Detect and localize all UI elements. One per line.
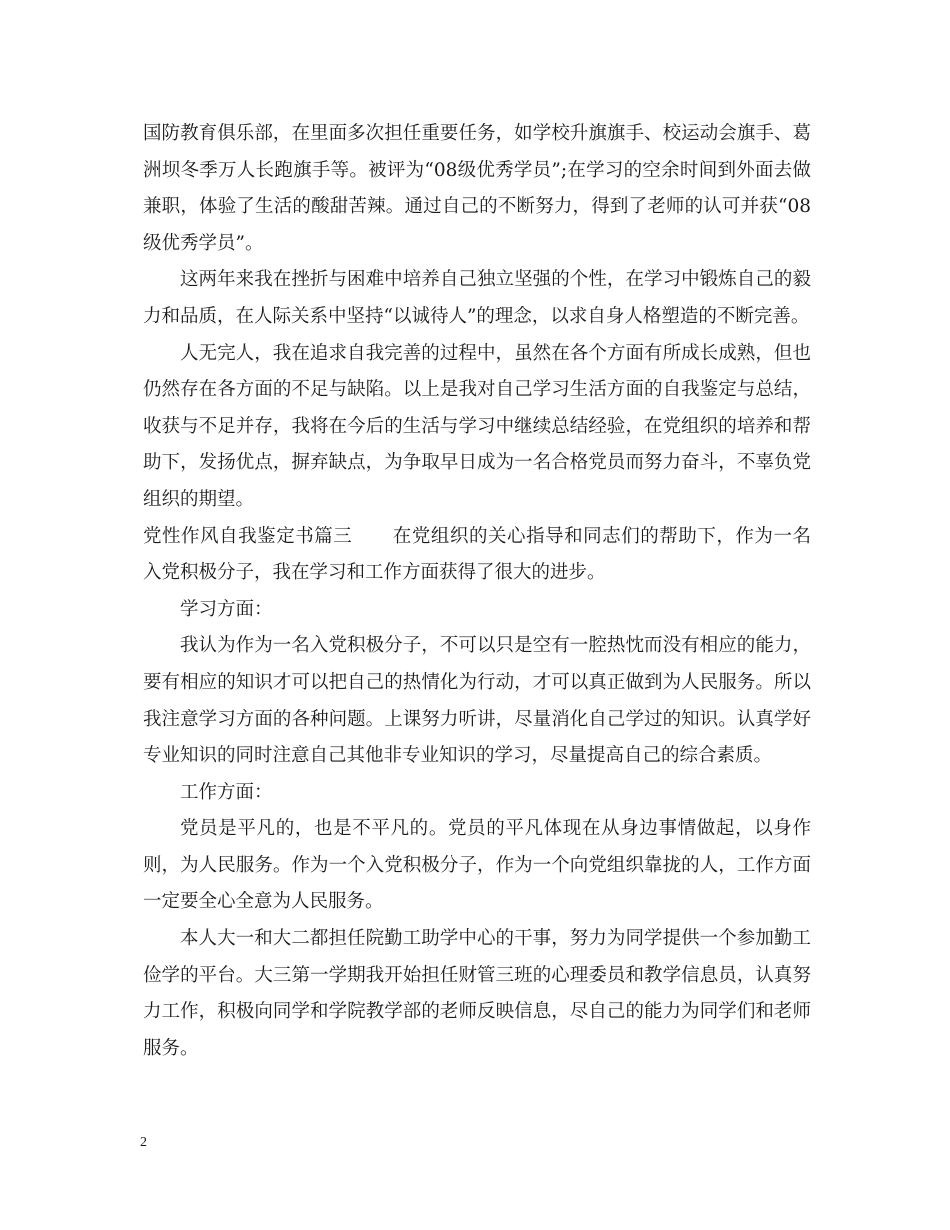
paragraph: 我认为作为一名入党积极分子，不可以只是空有一腔热忱而没有相应的能力，要有相应的知识才可以把自己的热情化为行动，才可以真正做到为人民服务。所以我注意学习方面的各种问题。上课努力听讲，尽量消化自己学过的知识。认真学好专业知识的同时注意自己其他非专业知识的学习，尽量提高自己的综合素质。 [143, 635, 811, 767]
page-number: 2 [140, 1135, 147, 1150]
subheading-study: 学习方面： [180, 598, 273, 620]
paragraph: 国防教育俱乐部，在里面多次担任重要任务，如学校升旗旗手、校运动会旗手、葛洲坝冬季万人长跑旗手等。被评为“08级优秀学员”;在学习的空余时间到外面去做兼职，体验了生活的酸甜苦辣。通过自己的不断努力，得到了老师的认可并获“08级优秀学员”。 [143, 123, 811, 254]
section-intro: 在党组织的关心指导和同志们的帮助下，作为一名入党积极分子，我在学习和工作方面获得了很大的进步。 [143, 525, 811, 584]
paragraph: 人无完人，我在追求自我完善的过程中，虽然在各个方面有所成长成熟，但也仍然存在各方面的不足与缺陷。以上是我对自己学习生活方面的自我鉴定与总结，收获与不足并存，我将在今后的生活与学习中继续总结经验，在党组织的培养和帮助下，发扬优点，摒弃缺点，为争取早日成为一名合格党员而努力奋斗，不辜负党组织的期望。 [143, 342, 811, 510]
paragraph: 本人大一和大二都担任院勤工助学中心的干事，努力为同学提供一个参加勤工俭学的平台。大三第一学期我开始担任财管三班的心理委员和教学信息员，认真努力工作，积极向同学和学院教学部的老师反映信息，尽自己的能力为同学们和老师服务。 [143, 928, 811, 1059]
subheading-work: 工作方面： [180, 781, 273, 803]
section-title: 党性作风自我鉴定书篇三 [143, 525, 353, 547]
paragraph: 这两年来我在挫折与困难中培养自己独立坚强的个性，在学习中锻炼自己的毅力和品质，在人际关系中坚持“以诚待人”的理念，以求自身人格塑造的不断完善。 [143, 269, 811, 327]
paragraph: 党员是平凡的，也是不平凡的。党员的平凡体现在从身边事情做起，以身作则，为人民服务。作为一个入党积极分子，作为一个向党组织靠拢的人，工作方面一定要全心全意为人民服务。 [143, 818, 811, 913]
document-body [143, 116, 811, 1067]
section-paragraph [143, 519, 811, 592]
